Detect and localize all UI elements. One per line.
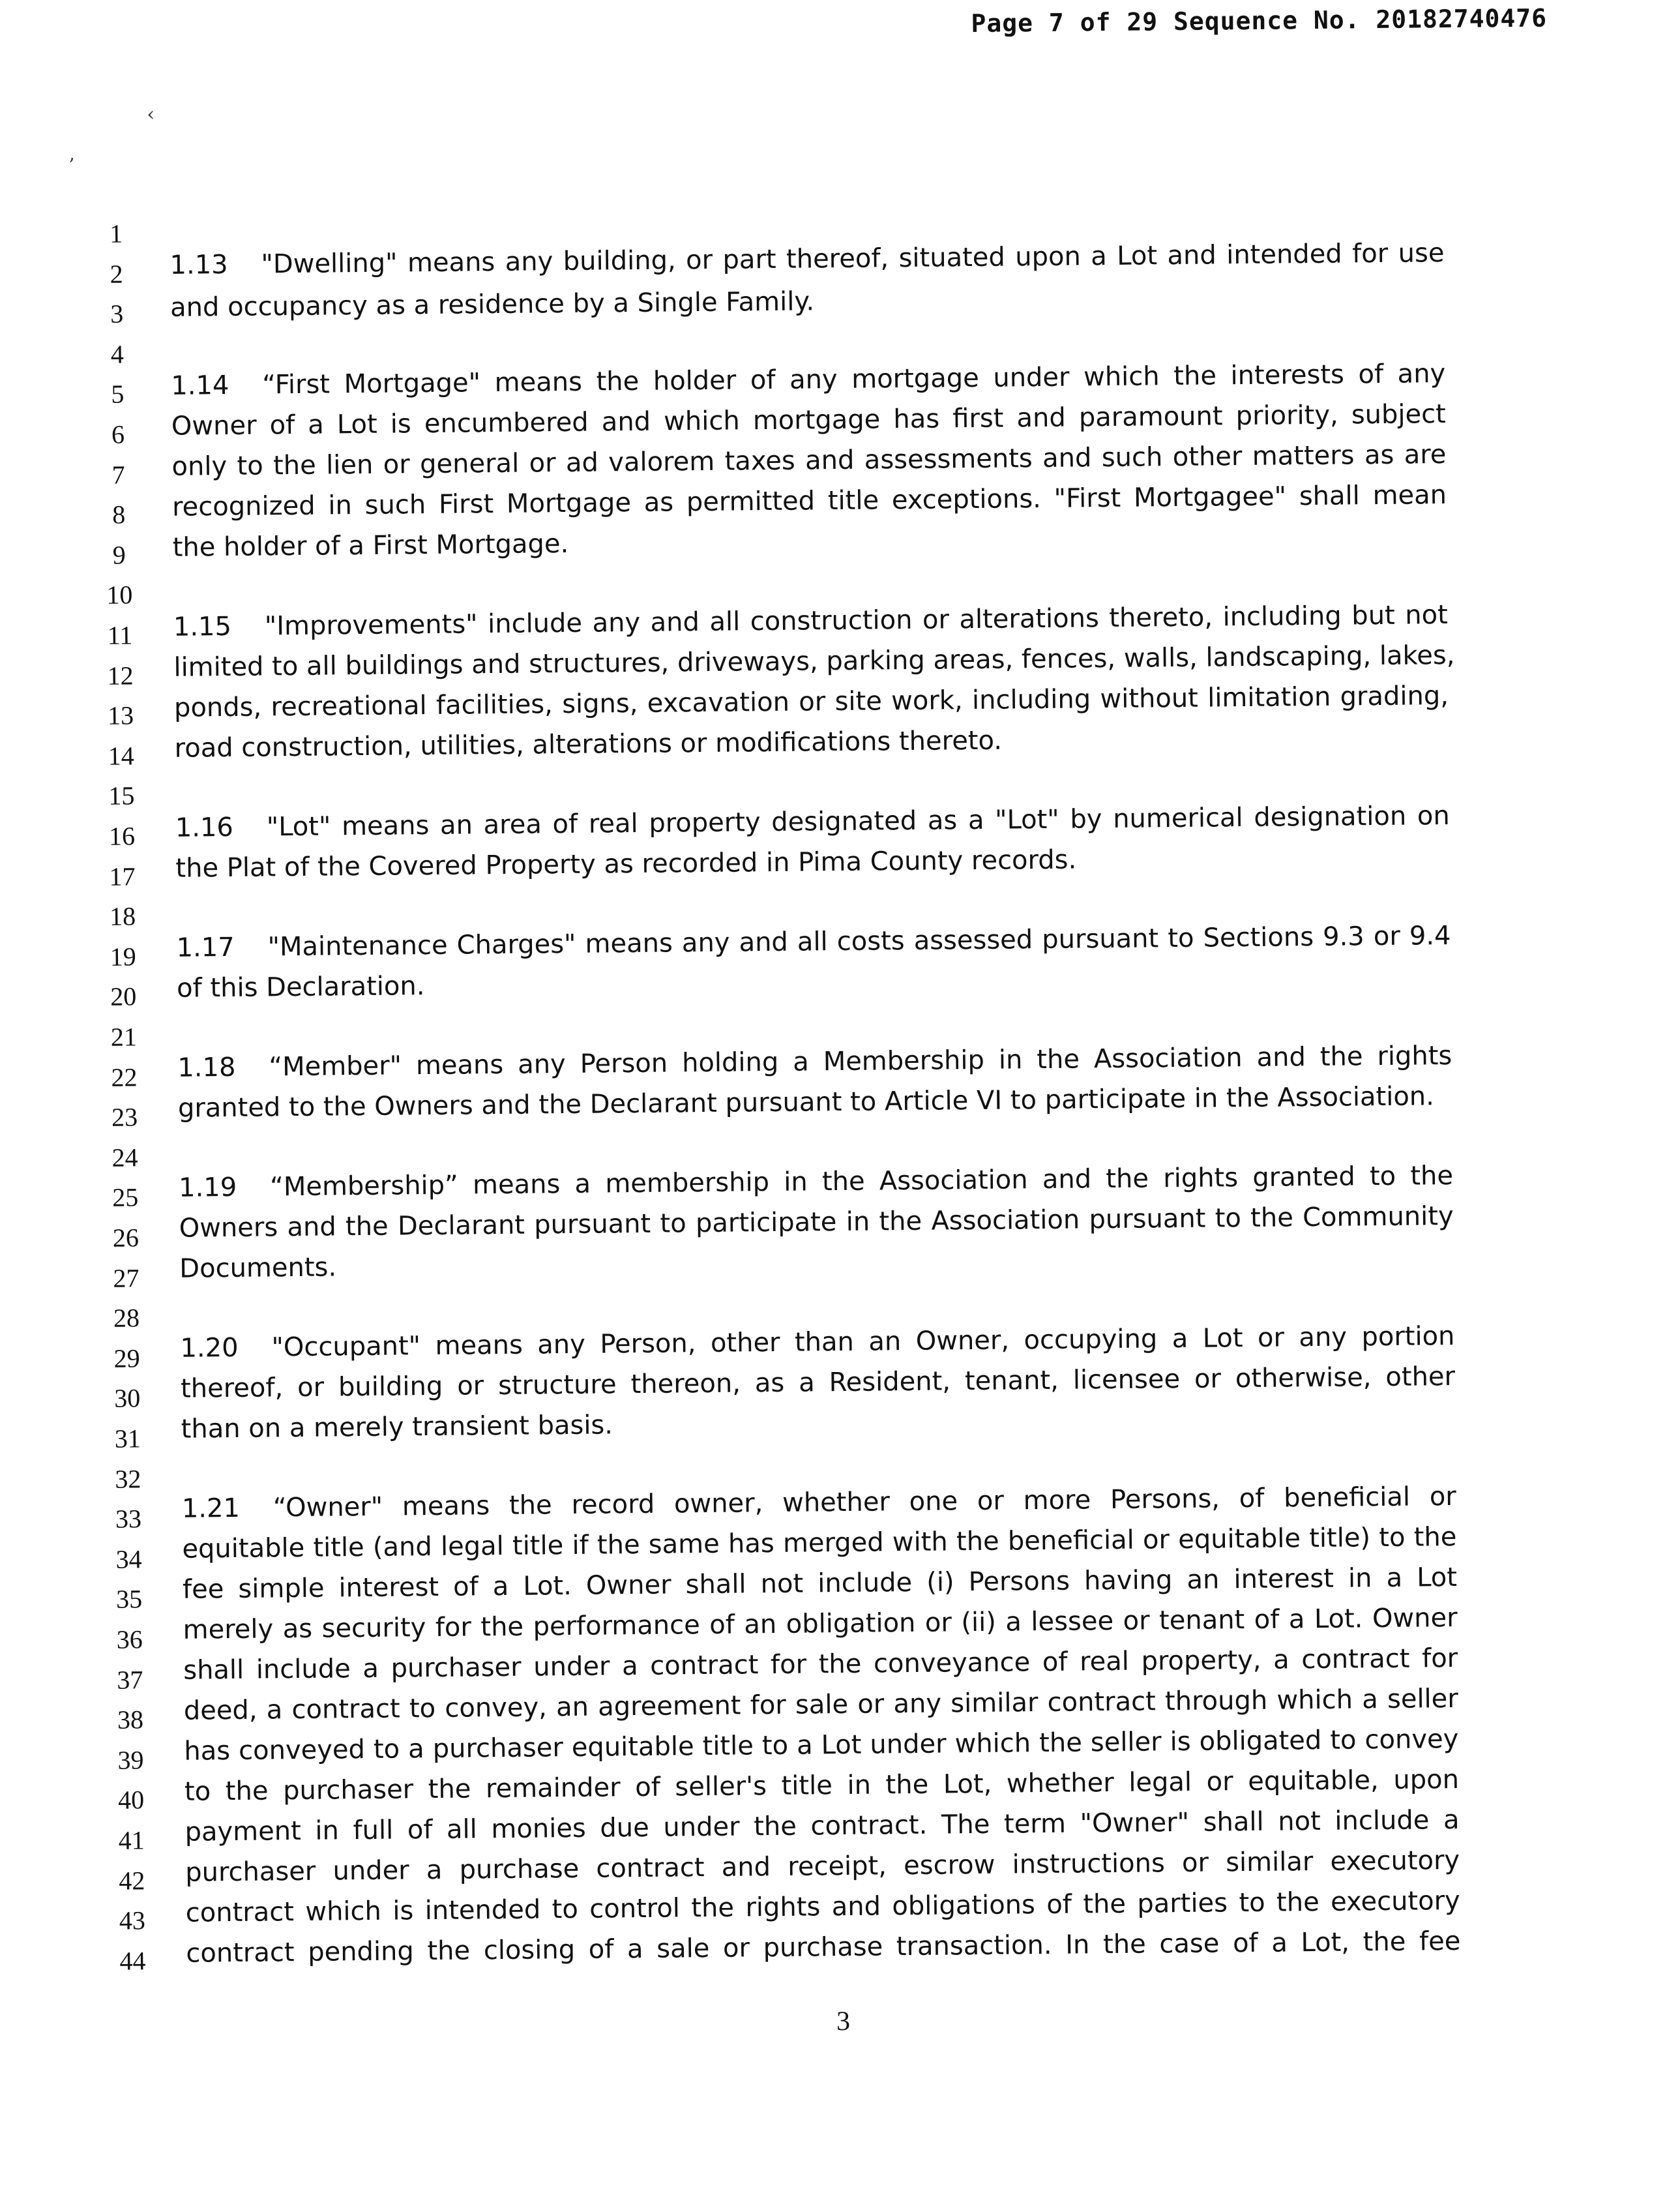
line-number: 9 [112,540,126,570]
text-line: equitable title (and legal title if the same has merged with the beneficial or equitable title) to the [182,1521,1457,1564]
line-number: 38 [117,1705,144,1735]
section-number: 1.14 [171,370,229,401]
line-number: 12 [107,661,134,691]
text-line: fee simple interest of a Lot. Owner shall not include (i) Persons having an interest in a Lot [182,1562,1458,1605]
line-number: 1 [109,218,123,248]
line-number: 24 [111,1142,138,1172]
section-number: 1.15 [173,611,232,642]
line-number: 42 [119,1866,145,1896]
line-number: 22 [111,1062,138,1092]
text-line: 1.15 "Improvements" include any and all construction or alterations thereto, including but not [173,600,1448,642]
section-number: 1.20 [180,1332,239,1364]
text-line: ponds, recreational facilities, signs, excavation or site work, including without limitation grading, [173,681,1449,723]
line-number: 19 [110,942,136,972]
line-number: 17 [109,861,136,891]
line-number: 44 [119,1946,146,1976]
line-number: 31 [114,1424,141,1454]
section-number: 1.13 [169,249,228,280]
line-number: 30 [113,1383,141,1413]
line-number: 33 [115,1504,142,1534]
line-number: 14 [108,741,134,771]
text-line: and occupancy as a residence by a Single Family. [169,286,815,323]
line-number: 20 [110,981,137,1011]
line-number: 25 [112,1182,139,1212]
line-number: 16 [108,821,136,851]
line-number: 13 [107,700,134,730]
line-number: 5 [111,379,125,409]
text-line: purchaser under a purchase contract and receipt, escrow instructions or similar executory [184,1845,1460,1888]
line-number: 8 [111,500,126,530]
text-line: thereof, or building or structure thereon, as a Resident, tenant, licensee or otherwise, other [180,1361,1456,1404]
text-line: has conveyed to a purchaser equitable title to a Lot under which the seller is obligated to convey [184,1723,1459,1767]
line-number: 21 [110,1022,138,1052]
page-number: 3 [836,2006,851,2037]
text-line: 1.20 "Occupant" means any Person, other than an Owner, occupying a Lot or any portion [180,1320,1455,1364]
text-line: Owner of a Lot is encumbered and which mortgage has first and paramount priority, subject [171,399,1447,441]
line-number: 11 [107,620,133,650]
text-line: road construction, utilities, alterations or modifications thereto. [174,725,1003,764]
text-line: to the purchaser the remainder of seller's title in the Lot, whether legal or equitable, upon [184,1764,1460,1807]
text-line: payment in full of all monies due under the contract. The term "Owner" shall not include a [184,1804,1460,1847]
line-number: 41 [118,1825,145,1855]
section-number: 1.19 [178,1172,237,1203]
text-line: limited to all buildings and structures, driveways, parking areas, fences, walls, landscaping, lakes, [173,640,1455,683]
section-number: 1.21 [181,1493,241,1524]
scan-mark: , [68,143,75,165]
text-line: 1.17 "Maintenance Charges" means any and all costs assessed pursuant to Sections 9.3 or 9.4 [176,921,1451,963]
text-line: only to the lien or general or ad valorem taxes and assessments and such other matters as are [171,440,1447,482]
line-number: 43 [119,1905,146,1935]
line-number: 4 [110,339,125,369]
text-line: of this Declaration. [176,971,425,1004]
line-number: 28 [113,1303,140,1333]
text-line: granted to the Owners and the Declarant pursuant to Article VI to participate in the Association. [177,1081,1435,1124]
line-number: 29 [113,1343,140,1373]
section-number: 1.16 [175,812,234,843]
line-number: 26 [112,1223,140,1253]
line-number: 32 [115,1464,141,1494]
text-line: recognized in such First Mortgage as permitted title exceptions. "First Mortgagee" shall mean [171,480,1447,522]
text-line: shall include a purchaser under a contract for the conveyance of real property, a contract for [183,1643,1458,1686]
line-number: 2 [110,259,123,289]
text-line: 1.18 “Member" means any Person holding a Membership in the Association and the rights [177,1041,1452,1083]
text-line: contract which is intended to control the rights and obligations of the parties to the executory [185,1885,1460,1928]
text-line: deed, a contract to convey, an agreement for sale or any similar contract through which a seller [183,1683,1458,1726]
line-number: 10 [106,580,133,610]
text-line: contract pending the closing of a sale or purchase transaction. In the case of a Lot, the fee [186,1926,1461,1969]
text-line: Documents. [179,1252,337,1284]
text-line: merely as security for the performance of an obligation or (ii) a lessee or tenant of a Lot. Owner [183,1602,1458,1645]
text-line: the holder of a First Mortgage. [172,528,569,563]
page-sequence-header: Page 7 of 29 Sequence No. 20182740476 [971,3,1548,38]
scan-mark: ‹ [147,103,155,127]
line-number: 27 [113,1263,140,1293]
text-line: 1.14 “First Mortgage" means the holder of any mortgage under which the interests of any [171,359,1446,401]
line-number: 40 [117,1785,145,1815]
line-number: 34 [115,1544,142,1574]
line-number: 6 [111,419,125,449]
line-number: 23 [111,1102,138,1132]
text-line: 1.13 "Dwelling" means any building, or part thereof, situated upon a Lot and intended for use [169,238,1445,280]
section-number: 1.18 [177,1052,236,1083]
line-number: 18 [109,901,136,931]
line-number: 3 [110,299,124,329]
line-number: 37 [117,1665,143,1695]
text-line: Owners and the Declarant pursuant to participate in the Association pursuant to the Community [179,1201,1454,1244]
text-line: 1.16 "Lot" means an area of real property designated as a "Lot" by numerical designation on [175,801,1450,843]
text-line: the Plat of the Covered Property as recorded in Pima County records. [175,844,1077,884]
line-number: 39 [117,1745,144,1775]
line-number: 15 [108,781,135,811]
line-number: 35 [115,1584,143,1614]
text-line: 1.19 “Membership” means a membership in the Association and the rights granted to the [178,1160,1454,1203]
text-line: than on a merely transient basis. [181,1410,613,1444]
line-number: 7 [111,460,125,490]
text-line: 1.21 “Owner" means the record owner, whether one or more Persons, of beneficial or [181,1481,1456,1524]
section-number: 1.17 [176,932,235,963]
line-number: 36 [116,1624,143,1654]
